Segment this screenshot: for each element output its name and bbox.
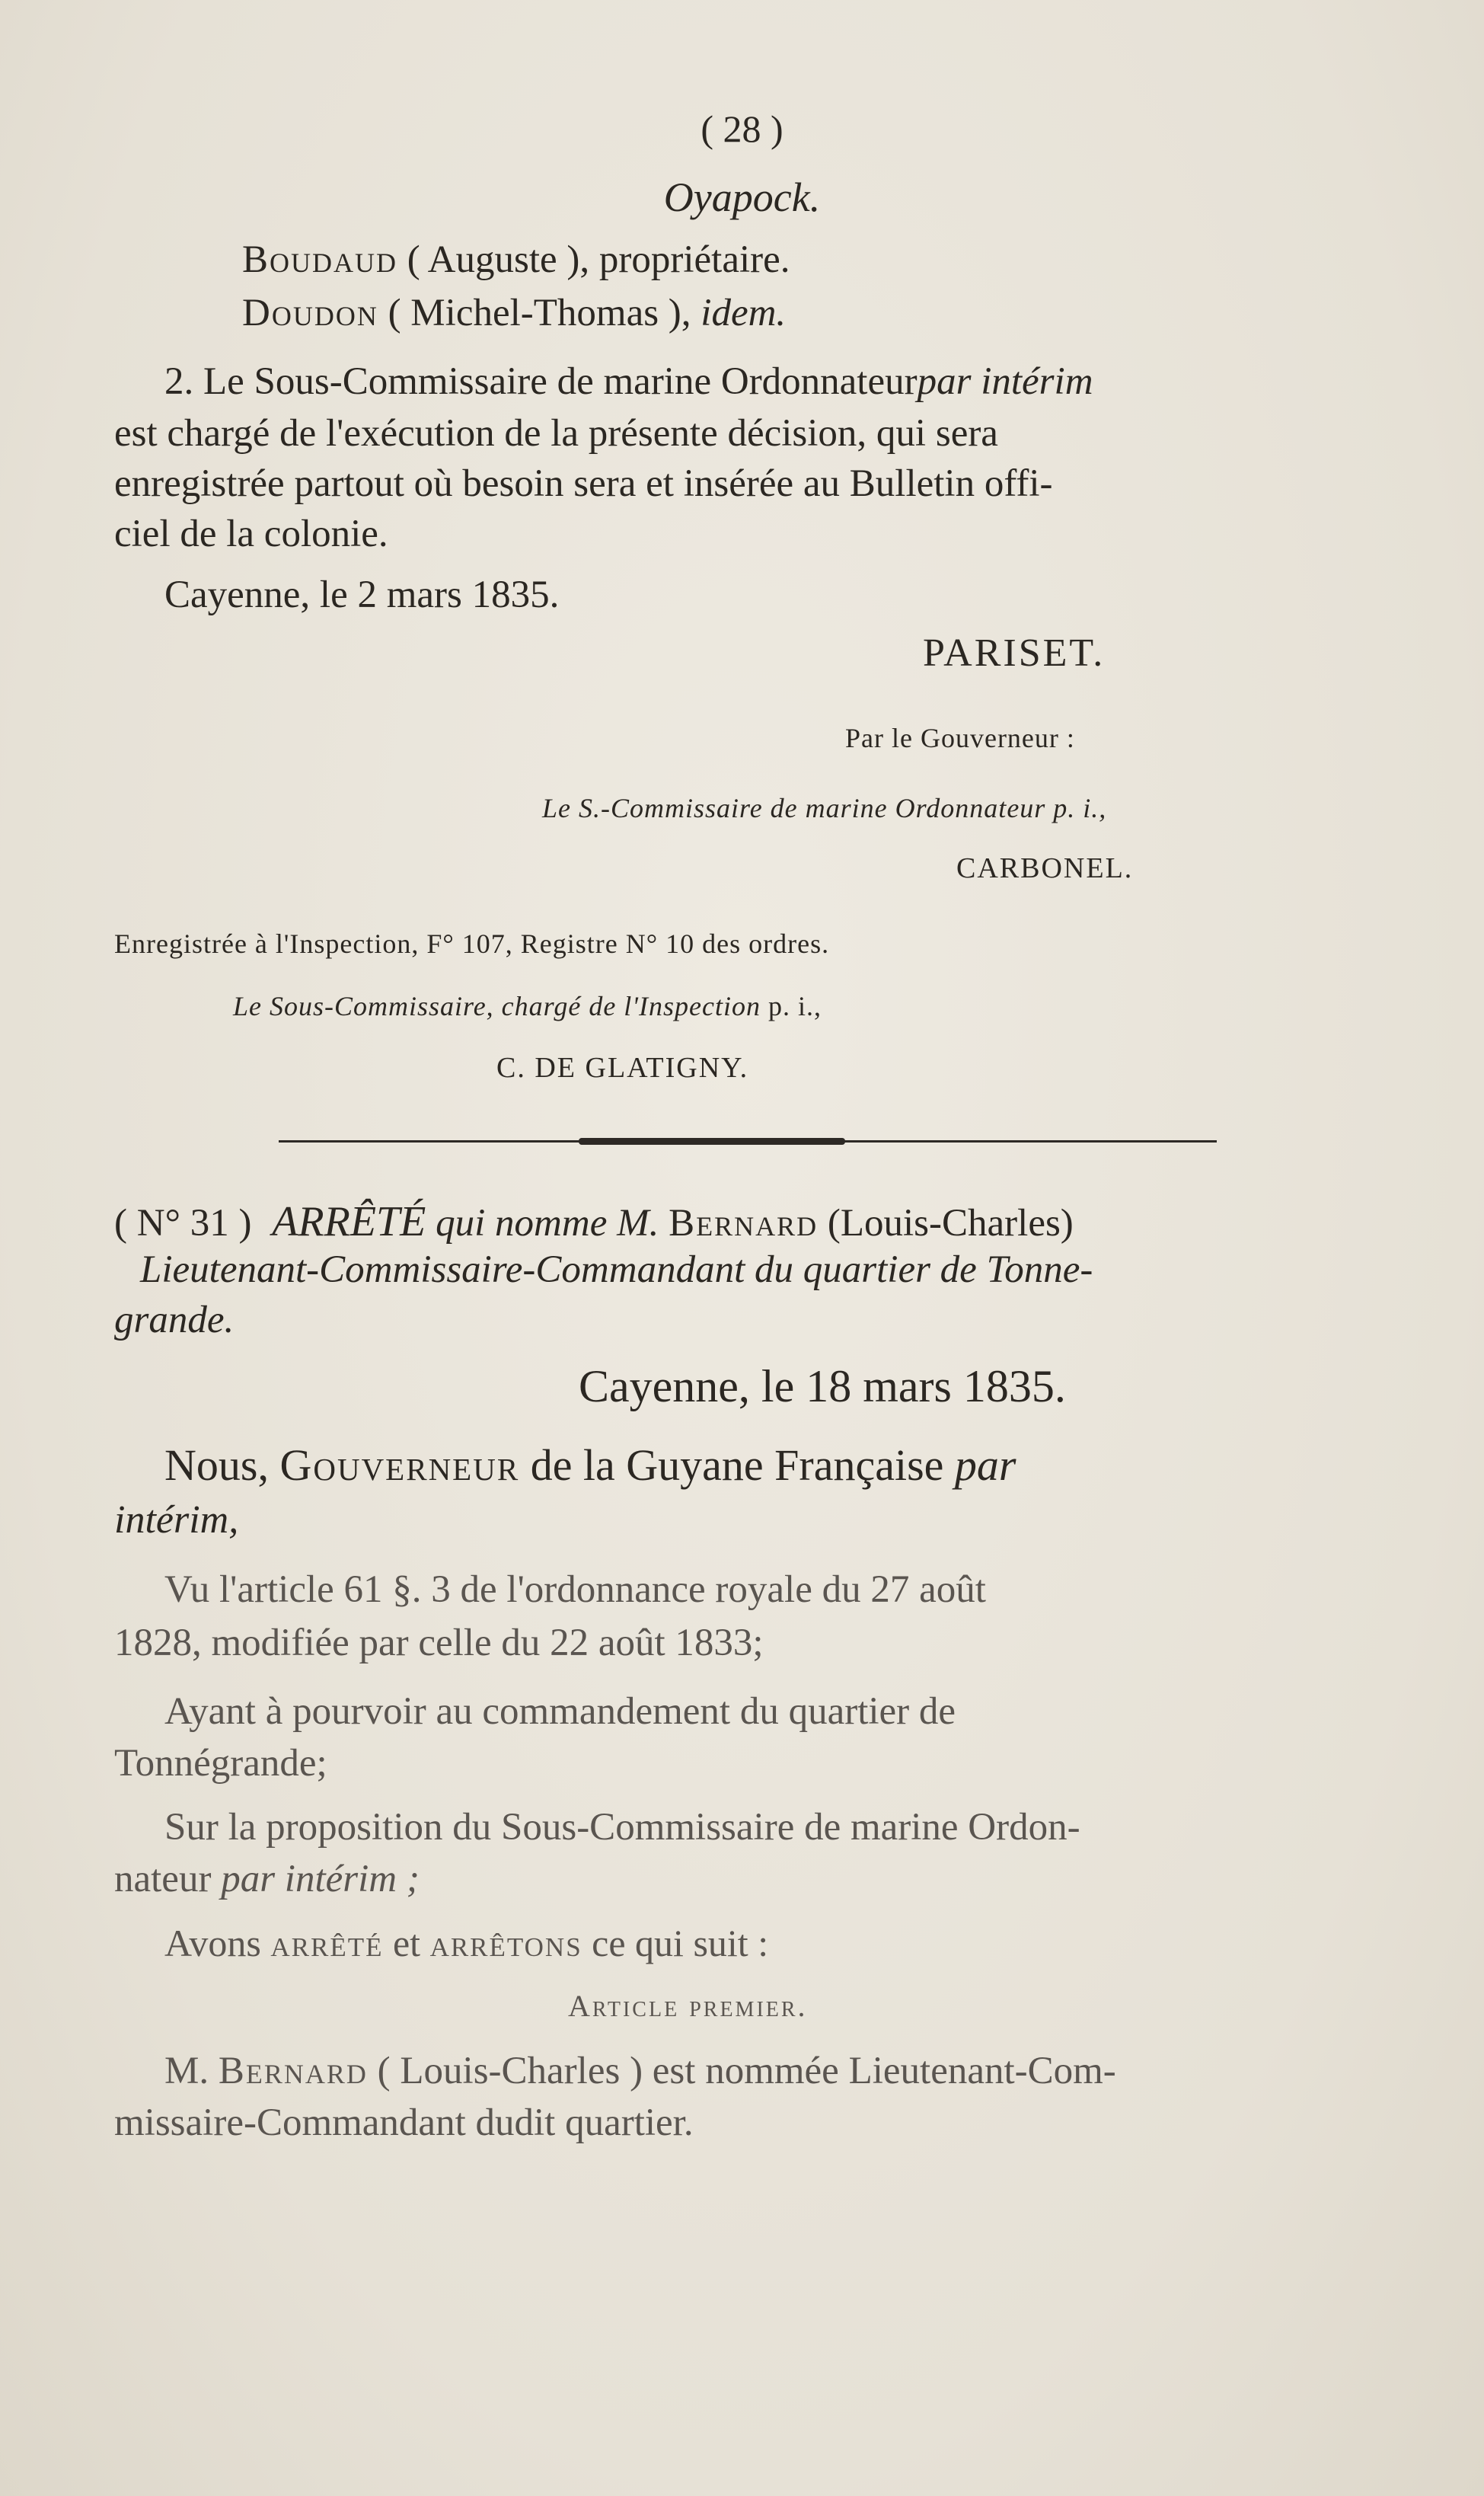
avons-smallcaps: arrêtons [429, 1922, 582, 1964]
sur-italic: par intérim ; [221, 1858, 420, 1900]
entry-boudaud [242, 238, 790, 282]
nous-text: de la Guyane Française [519, 1440, 955, 1490]
nous-gouverneur: Gouverneur [279, 1440, 520, 1490]
vu-line-2: 1828, modifiée par celle du 22 août 1833; [114, 1622, 764, 1664]
article-2-text: 2. Le Sous-Commissaire de marine Ordonnateur [164, 360, 918, 403]
article-2-line-2: est chargé de l'exécution de la présente décision, qui sera [114, 412, 998, 455]
arrete-title: ARRÊTÉ [272, 1198, 426, 1245]
article-2-line-3: enregistrée partout où besoin sera et insérée au Bulletin offi- [114, 462, 1053, 505]
nous-line-2: intérim, [114, 1498, 239, 1542]
enregistree-line: Enregistrée à l'Inspection, F° 107, Registre N° 10 des ordres. [114, 928, 830, 959]
article-2-italic: par intérim [917, 360, 1093, 403]
vu-line-1: Vu l'article 61 §. 3 de l'ordonnance royale du 27 août [164, 1568, 986, 1611]
article-premier-heading: Article premier. [568, 1989, 808, 2023]
entry-name: Doudon [242, 292, 378, 334]
entry-doudon [242, 291, 786, 335]
signature-carbonel: CARBONEL. [956, 852, 1134, 884]
ayant-line-1: Ayant à pourvoir au commandement du quartier de [164, 1690, 956, 1733]
divider-ornament [579, 1138, 845, 1145]
entry-name: Boudaud [242, 238, 398, 281]
arrete-name: Bernard [669, 1202, 819, 1245]
entry-details: ( Auguste ), propriétaire. [397, 238, 790, 281]
signature-pariset: PARISET. [923, 631, 1106, 675]
nous-text: Nous, [164, 1440, 280, 1490]
arrete-heading-line-1 [114, 1197, 1074, 1246]
article-2-line-4: ciel de la colonie. [114, 513, 388, 555]
inspection-line [233, 990, 822, 1022]
entry-details-italic: idem. [701, 292, 787, 334]
article-2-line-1 [164, 360, 1093, 404]
arrete-number: ( N° 31 ) [114, 1202, 252, 1245]
ordonnateur-line: Le S.-Commissaire de marine Ordonnateur p. i., [542, 793, 1107, 823]
date-line: Cayenne, le 2 mars 1835. [164, 574, 560, 616]
arrete-heading-line-3: grande. [114, 1299, 235, 1341]
final-line-2: missaire-Commandant dudit quartier. [114, 2101, 694, 2144]
inspection-text: p. i., [760, 991, 822, 1021]
nous-italic: par [954, 1440, 1016, 1490]
final-text: M. [164, 2050, 219, 2092]
arrete-text: qui nomme M. [426, 1202, 669, 1245]
signature-glatigny: C. DE GLATIGNY. [496, 1052, 749, 1084]
inspection-italic: Le Sous-Commissaire, chargé de l'Inspection [233, 991, 761, 1021]
sur-text: nateur [114, 1858, 222, 1900]
section-heading: Oyapock. [663, 174, 821, 220]
avons-text: Avons [164, 1922, 271, 1964]
entry-details: ( Michel-Thomas ), [378, 292, 701, 334]
page-number: ( 28 ) [701, 107, 783, 150]
final-name: Bernard [218, 2050, 368, 2092]
final-line-1 [164, 2049, 1116, 2093]
nous-line [164, 1440, 1016, 1491]
ayant-line-2: Tonnégrande; [114, 1742, 327, 1785]
avons-line [164, 1921, 768, 1965]
arrete-heading-line-2: Lieutenant-Commissaire-Commandant du quartier de Tonne- [140, 1248, 1093, 1291]
final-text: ( Louis-Charles ) est nommée Lieutenant-Com- [367, 2050, 1116, 2092]
avons-text: ce qui suit : [582, 1922, 769, 1964]
avons-smallcaps: arrêté [270, 1922, 384, 1964]
avons-text: et [383, 1922, 430, 1964]
sur-line-1: Sur la proposition du Sous-Commissaire de marine Ordon- [164, 1806, 1080, 1849]
date-line-2: Cayenne, le 18 mars 1835. [579, 1361, 1066, 1411]
sur-line-2 [114, 1857, 420, 1901]
arrete-text: (Louis-Charles) [818, 1202, 1074, 1245]
par-le-gouverneur: Par le Gouverneur : [845, 723, 1075, 753]
